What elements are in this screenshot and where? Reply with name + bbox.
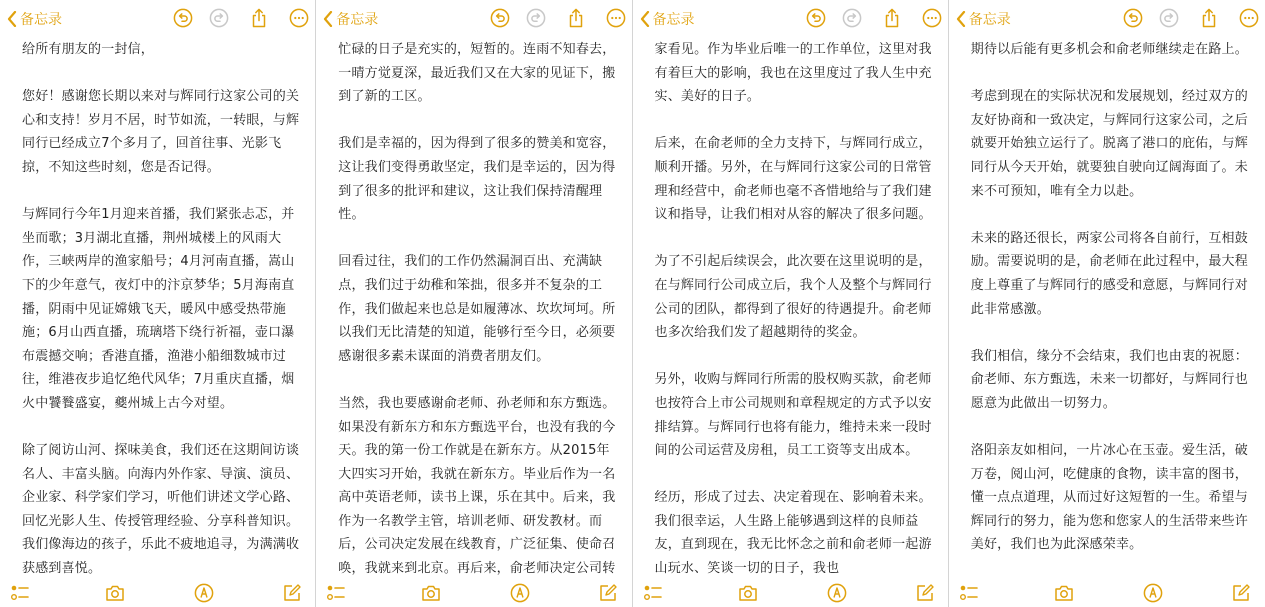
notes-screen [316,0,632,607]
checklist-button[interactable] [10,583,30,603]
compose-button[interactable] [1231,583,1251,603]
camera-button[interactable] [738,583,758,603]
back-label: 备忘录 [336,12,379,28]
notes-screen [633,0,949,607]
navigation-bar [949,0,1265,40]
bottom-toolbar [633,581,948,607]
compose-button[interactable] [598,583,618,603]
share-button[interactable] [1199,8,1219,28]
undo-button[interactable] [490,8,510,28]
chevron-left-icon [956,11,966,27]
redo-button[interactable] [209,8,229,28]
navigation-bar [0,0,315,40]
notes-screen [949,0,1265,607]
share-button[interactable] [882,8,902,28]
note-body[interactable] [338,38,615,604]
note-paragraph: 您好！感谢您长期以来对与辉同行这家公司的关心和支持！岁月不居，时节如流，一转眼，与辉同行已经成立7个多月了，回首往事、光影飞掠，不知这些时刻，您是否记得。 [22,89,300,175]
back-button[interactable] [956,9,1011,29]
camera-icon [421,583,441,603]
checklist-icon [959,583,979,603]
bottom-toolbar [316,581,631,607]
note-paragraph: 期待以后能有更多机会和俞老师继续走在路上。 [970,42,1248,57]
navigation-bar [316,0,631,40]
paragraph-spacer [655,109,932,133]
note-paragraph: 给所有朋友的一封信， [22,42,155,57]
note-paragraph: 未来的路还很长，两家公司将各自前行，互相鼓励。需要说明的是，俞老师在此过程中，最大程度上尊重了与辉同行的感受和意愿，与辉同行对此非常感激。 [970,230,1248,317]
more-button[interactable] [1239,8,1259,28]
note-paragraph: 当然，我也要感谢俞老师、孙老师和东方甄选。如果没有新东方和东方甄选平台，也没有我的今天。我的第一份工作就是在新东方。从2015年大四实习开始，我就在新东方。毕业后作为一名高中英语老师，读书上课，乐在其中。后来，我作为一名教学主管，培训老师、研发教材。而后，公司决定发展在线教育，广泛征集、使命召唤，我就来到北京。再后来，俞老师决定公司转 [338,395,616,577]
paragraph-spacer [655,345,932,369]
note-paragraph: 洛阳亲友如相问，一片冰心在玉壶。爱生活，破万卷，阅山河，吃健康的食物，读丰富的图书，懂一点点道理，从而过好这短暂的一生。希望与辉同行的努力，能为您和您家人的生活带来些许美好，我们也为此深感荣幸。 [970,443,1248,553]
paragraph-spacer [22,416,299,440]
bottom-toolbar [949,581,1265,607]
back-label: 备忘录 [968,12,1011,28]
markup-button[interactable] [194,583,214,603]
toolbar-icons [790,8,942,28]
back-button[interactable] [640,9,695,29]
paragraph-spacer [338,227,615,251]
redo-button[interactable] [1159,8,1179,28]
paragraph-spacer [971,416,1249,440]
redo-button[interactable] [842,8,862,28]
camera-button[interactable] [1054,583,1074,603]
share-icon [566,8,586,28]
camera-icon [738,583,758,603]
paragraph-spacer [338,368,615,392]
back-label: 备忘录 [20,12,62,28]
compose-icon [598,583,618,603]
chevron-left-icon [323,11,333,27]
note-paragraph: 忙碌的日子是充实的，短暂的。连雨不知春去，一晴方觉夏深，最近我们又在大家的见证下，搬到了新的工区。 [338,42,616,105]
compose-button[interactable] [282,583,302,603]
paragraph-spacer [655,227,932,251]
note-paragraph: 与辉同行今年1月迎来首播，我们紧张忐忑，并坐而歌；3月湖北直播，荆州城楼上的风雨大作，三峡两岸的渔家船号；4月河南直播，嵩山下的少年意气，夜灯中的汴京梦华；5月海南直播，阴雨中见证嫦娥飞天，暖风中感受热带施施；6月山西直播，琉璃塔下绕行祈福，壶口瀑布震撼交响；香港直播，渔港小船细数城市过往，维港夜步追忆绝代风华；7月重庆直播，烟火中饕餮盛宴，夔州城上古今对望。 [22,207,295,411]
chevron-left-icon [640,11,650,27]
share-button[interactable] [249,8,269,28]
share-icon [249,8,269,28]
camera-icon [105,583,125,603]
markup-button[interactable] [827,583,847,603]
note-paragraph: 另外，收购与辉同行所需的股权购买款，俞老师也按符合上市公司规则和章程规定的方式予以安排结算。与辉同行也将有能力，维持未来一段时间的公司运营及房租，员工工资等支出成本。 [654,372,932,459]
paragraph-spacer [971,62,1249,86]
camera-icon [1054,583,1074,603]
markup-button[interactable] [1143,583,1163,603]
markup-button[interactable] [510,583,530,603]
redo-icon [842,8,862,28]
chevron-left-icon [7,11,17,27]
undo-button[interactable] [173,8,193,28]
paragraph-spacer [971,203,1249,227]
paragraph-spacer [971,321,1249,345]
checklist-icon [326,583,346,603]
toolbar-icons [157,8,309,28]
markup-pen-icon [827,583,847,603]
undo-icon [1123,8,1143,28]
note-paragraph: 为了不引起后续误会，此次要在这里说明的是，在与辉同行公司成立后，我个人及整个与辉同行公司的团队，都得到了很好的待遇提升。俞老师也多次给我们发了超越期待的奖金。 [654,254,932,341]
checklist-icon [10,583,30,603]
toolbar-icons [474,8,626,28]
redo-button[interactable] [526,8,546,28]
note-paragraph: 我们是幸福的，因为得到了很多的赞美和宽容，这让我们变得勇敢坚定，我们是幸运的，因为得到了很多的批评和建议，这让我们保持清醒理性。 [338,136,616,223]
note-paragraph: 后来，在俞老师的全力支持下，与辉同行成立，顺利开播。另外，在与辉同行这家公司的日常管理和经营中，俞老师也毫不吝惜地给与了我们建议和指导，让我们相对从容的解决了很多问题。 [654,136,932,223]
undo-button[interactable] [806,8,826,28]
more-icon [1239,8,1259,28]
more-icon [922,8,942,28]
note-paragraph: 经历，形成了过去、决定着现在、影响着未来。我们很幸运，人生路上能够遇到这样的良师益友，直到现在，我无比怀念之前和俞老师一起游山玩水、笑谈一切的日子，我也 [654,490,932,577]
markup-pen-icon [194,583,214,603]
note-body[interactable] [655,38,932,581]
back-button[interactable] [7,9,62,29]
checklist-button[interactable] [643,583,663,603]
paragraph-spacer [22,180,299,204]
redo-icon [1159,8,1179,28]
note-paragraph: 家看见。作为毕业后唯一的工作单位，这里对我有着巨大的影响，我也在这里度过了我人生中充实、美好的日子。 [654,42,932,105]
more-button[interactable] [289,8,309,28]
checklist-icon [643,583,663,603]
checklist-button[interactable] [326,583,346,603]
undo-icon [173,8,193,28]
note-paragraph: 我们相信，缘分不会结束，我们也由衷的祝愿：俞老师、东方甄选，未来一切都好，与辉同行也愿意为此做出一切努力。 [970,348,1248,411]
note-paragraph: 除了阅访山河、探味美食，我们还在这期间访谈名人、丰富头脑。向海内外作家、导演、演员、企业家、科学家们学习，听他们讲述文学心路、回忆光影人生、传授管理经验、分享科普知识。我们像海边的孩子，乐此不疲地追寻，为满满收获感到喜悦。 [22,443,300,577]
note-body[interactable] [971,38,1249,557]
paragraph-spacer [655,463,932,487]
bottom-toolbar [0,581,315,607]
share-icon [882,8,902,28]
camera-button[interactable] [421,583,441,603]
share-button[interactable] [566,8,586,28]
more-icon [606,8,626,28]
compose-button[interactable] [915,583,935,603]
undo-icon [490,8,510,28]
paragraph-spacer [338,109,615,133]
note-paragraph: 回看过往，我们的工作仍然漏洞百出、充满缺点，我们过于幼稚和笨拙，很多并不复杂的工作，我们做起来也总是如履薄冰、坎坎坷坷。所以我们无比清楚的知道，能够行至今日，必须要感谢很多素未谋面的消费者朋友们。 [338,254,616,364]
compose-icon [282,583,302,603]
undo-icon [806,8,826,28]
markup-pen-icon [1143,583,1163,603]
notes-screen [0,0,316,607]
note-paragraph: 考虑到现在的实际状况和发展规划，经过双方的友好协商和一致决定，与辉同行这家公司，之后就要开始独立运行了。脱离了港口的庇佑，与辉同行从今天开始，就要独自驶向辽阔海面了。未来不可预知，唯有全力以赴。 [970,89,1248,199]
share-icon [1199,8,1219,28]
camera-button[interactable] [105,583,125,603]
redo-icon [526,8,546,28]
paragraph-spacer [22,62,299,86]
more-button[interactable] [606,8,626,28]
undo-button[interactable] [1123,8,1143,28]
navigation-bar [633,0,948,40]
note-body[interactable] [22,38,299,581]
back-button[interactable] [323,9,378,29]
compose-icon [1231,583,1251,603]
redo-icon [209,8,229,28]
toolbar-icons [1107,8,1259,28]
back-label: 备忘录 [652,12,695,28]
more-icon [289,8,309,28]
markup-pen-icon [510,583,530,603]
checklist-button[interactable] [959,583,979,603]
compose-icon [915,583,935,603]
more-button[interactable] [922,8,942,28]
